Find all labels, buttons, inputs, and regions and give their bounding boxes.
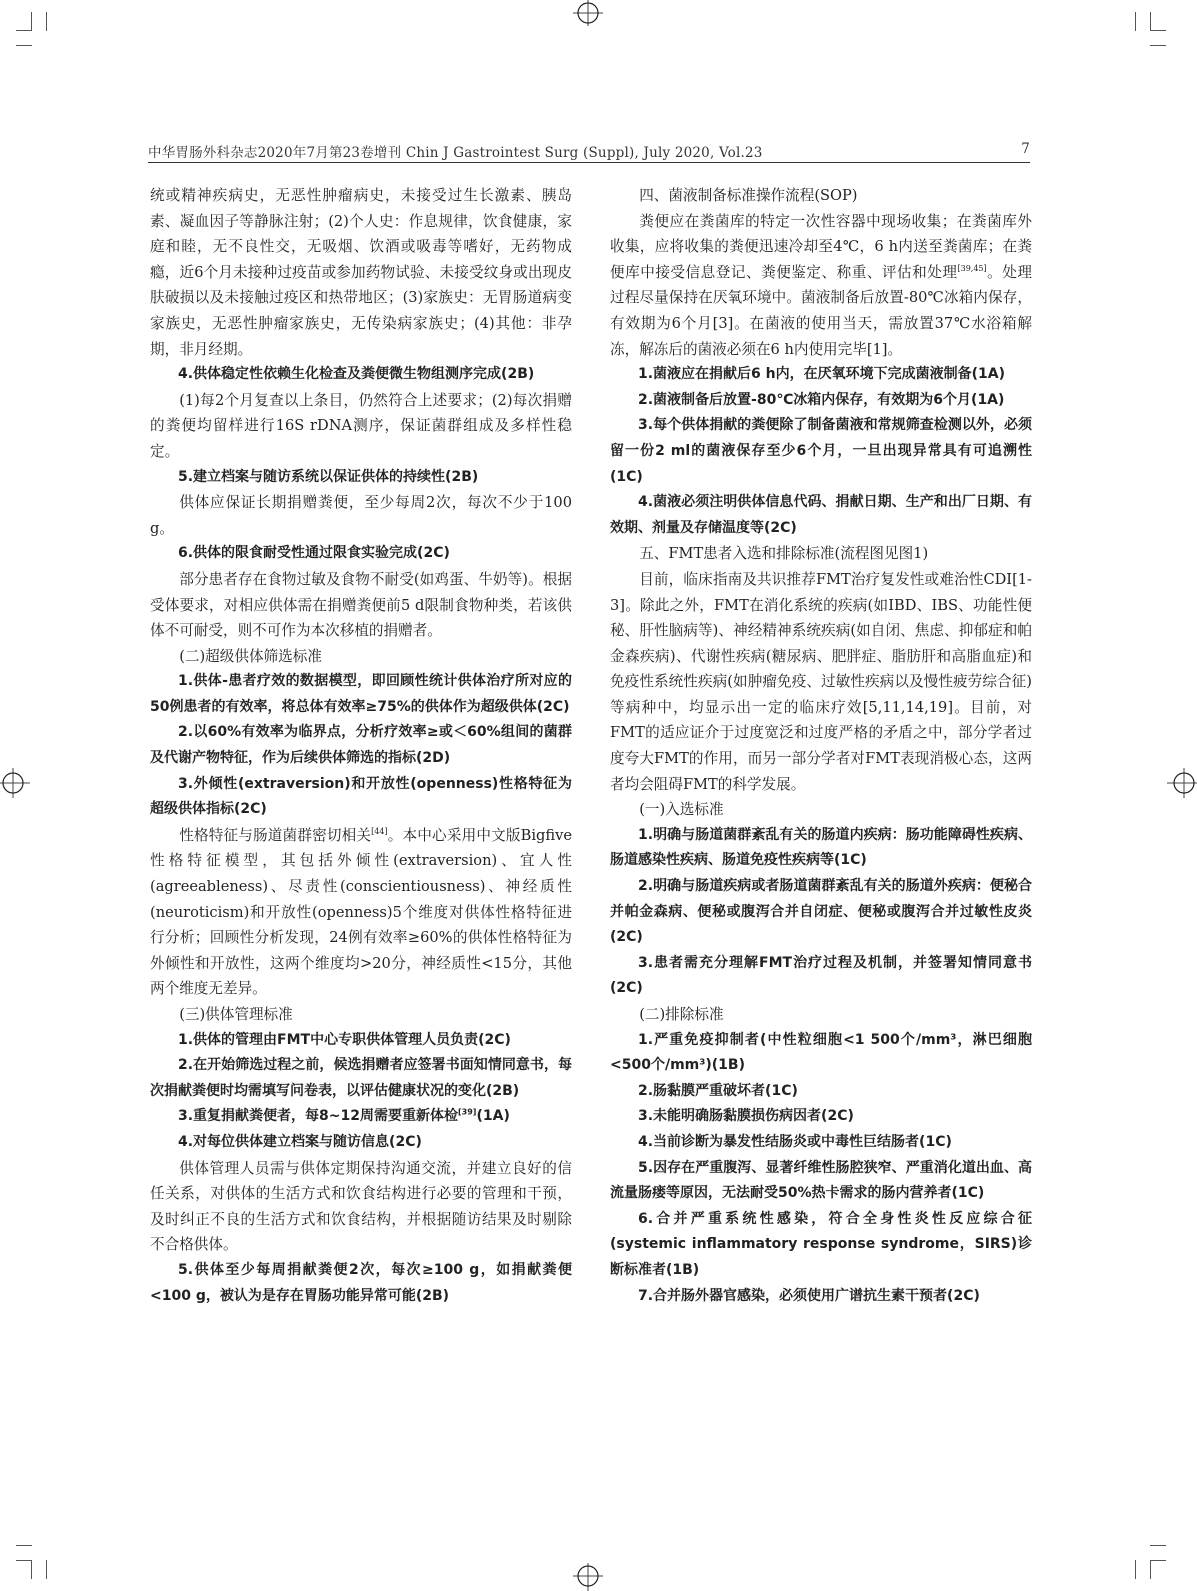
- paragraph-text: (三)供体管理标准: [179, 1006, 293, 1023]
- right-column: [610, 183, 1032, 1309]
- section-heading: [610, 1002, 1032, 1028]
- paragraph-text-tail: 。处理过程尽量保持在厌氧环境中。菌液制备后放置-80℃冰箱内保存，有效期为6个月[3]。在菌液的使用当天，需放置37℃水浴箱解冻，解冻后的菌液必须在6 h内使用完毕[1]。: [610, 263, 1032, 358]
- paragraph: [150, 1156, 572, 1258]
- journal-citation: 中华胃肠外科杂志2020年7月第23卷增刊 Chin J Gastrointest Surg (Suppl), July 2020, Vol.23: [148, 145, 763, 161]
- recommendation: [610, 1284, 1032, 1310]
- paragraph-text: (二)排除标准: [639, 1006, 724, 1023]
- paragraph-text: 2.肠黏膜严重破坏者(1C): [638, 1082, 798, 1099]
- recommendation: [610, 1079, 1032, 1105]
- paragraph-text: 6.合并严重系统性感染，符合全身性炎性反应综合征(systemic inflammatory response syndrome，SIRS)诊断标准者(1B): [610, 1210, 1032, 1278]
- paragraph: [150, 388, 572, 465]
- paragraph-text: 6.供体的限食耐受性通过限食实验完成(2C): [178, 545, 450, 562]
- paragraph-text: (1)每2个月复查以上条目，仍然符合上述要求；(2)每次捐赠的粪便均留样进行16S rDNA测序，保证菌群组成及多样性稳定。: [150, 391, 572, 460]
- registration-mark-bottom: [573, 1561, 603, 1591]
- paragraph-text: 7.合并肠外器官感染，必须使用广谱抗生素干预者(2C): [638, 1287, 980, 1304]
- paragraph-text: 5.因存在严重腹泻、显著纤维性肠腔狭窄、严重消化道出血、高流量肠瘘等原因，无法耐受50%热卡需求的肠内营养者(1C): [610, 1159, 1032, 1202]
- recommendation: [610, 1130, 1032, 1156]
- paragraph-text: 1.明确与肠道菌群紊乱有关的肠道内疾病：肠功能障碍性疾病、肠道感染性疾病、肠道免疫性疾病等(1C): [610, 826, 1032, 869]
- registration-mark-left: [0, 768, 30, 798]
- paragraph-text: 部分患者存在食物过敏及食物不耐受(如鸡蛋、牛奶等)。根据受体要求，对相应供体需在捐赠粪便前5 d限制食物种类，若该供体不可耐受，则不可作为本次移植的捐赠者。: [150, 570, 572, 640]
- citation-ref: [39,45]: [957, 263, 987, 273]
- citation-ref: [39]: [458, 1107, 477, 1117]
- paragraph-text: 4.对每位供体建立档案与随访信息(2C): [178, 1133, 422, 1150]
- recommendation: [610, 490, 1032, 541]
- paragraph-text: (二)超级供体筛选标准: [179, 647, 322, 665]
- recommendation: [150, 465, 572, 491]
- paragraph-text: 1.菌液应在捐献后6 h内，在厌氧环境下完成菌液制备(1A): [638, 366, 1006, 383]
- recommendation: [150, 720, 572, 771]
- paragraph-text: 统或精神疾病史，无恶性肿瘤病史，未接受过生长激素、胰岛素、凝血因子等静脉注射；(2)个人史：作息规律，饮食健康，家庭和睦，无不良性交，无吸烟、饮酒或吸毒等嗜好，无药物成瘾，近6个月未接种过疫苗或参加药物试验、未接受纹身或出现皮肤破损以及未接触过疫区和热带地区；(3)家族史：无胃肠道病变家族史，无恶性肿瘤家族史，无传染病家族史；(4)其他：非孕期，非月经期。: [150, 187, 572, 358]
- running-header: [148, 140, 1030, 163]
- recommendation: [610, 1156, 1032, 1207]
- paragraph-text: 四、菌液制备标准操作流程(SOP): [639, 187, 858, 204]
- recommendation: [610, 823, 1032, 874]
- recommendation: [610, 1104, 1032, 1130]
- paragraph-text-tail: (1A): [476, 1108, 510, 1125]
- paragraph-text: 供体应保证长期捐赠粪便，至少每周2次，每次不少于100 g。: [150, 494, 572, 537]
- recommendation: [610, 362, 1032, 388]
- recommendation: [150, 1104, 572, 1130]
- paragraph-text: 目前，临床指南及共识推荐FMT治疗复发性或难治性CDI[1-3]。除此之外，FMT在消化系统的疾病(如IBD、IBS、功能性便秘、肝性脑病等)、神经精神系统疾病(如自闭、焦虑、抑郁症和帕金森疾病)、代谢性疾病(糖尿病、肥胖症、脂肪肝和高脂血症)和免疫性系统性疾病(如肿瘤免疫、过敏性疾病以及慢性疲劳综合征)等病种中，均显示出一定的临床疗效[5,11,14,19]。目前，对FMT的适应证介于过度宽泛和过度严格的矛盾之中，部分学者过度夸大FMT的作用，而另一部分学者对FMT表现消极心态，这两者均会阻碍FMT的科学发展。: [610, 570, 1032, 793]
- recommendation: [150, 1053, 572, 1104]
- left-column: [150, 183, 572, 1309]
- paragraph-text: 1.供体-患者疗效的数据模型，即回顾性统计供体治疗所对应的50例患者的有效率，将总体有效率≥75%的供体作为超级供体(2C): [150, 673, 572, 715]
- recommendation: [610, 388, 1032, 414]
- section-heading: [610, 797, 1032, 823]
- paragraph-text: 1.严重免疫抑制者(中性粒细胞<1 500个/mm³，淋巴细胞<500个/mm³)(1B): [610, 1031, 1032, 1074]
- paragraph-text: 4.供体稳定性依赖生化检查及粪便微生物组测序完成(2B): [178, 366, 535, 383]
- section-heading: [610, 183, 1032, 209]
- paragraph-text: 4.当前诊断为暴发性结肠炎或中毒性巨结肠者(1C): [638, 1133, 952, 1150]
- paragraph-text: 3.患者需充分理解FMT治疗过程及机制，并签署知情同意书(2C): [610, 954, 1032, 997]
- paragraph-text: 2.以60%有效率为临界点，分析疗效率≥或＜60%组间的菌群及代谢产物特征，作为后续供体筛选的指标(2D): [150, 724, 572, 767]
- recommendation: [610, 951, 1032, 1002]
- paragraph-text: 2.菌液制备后放置-80℃冰箱内保存，有效期为6个月(1A): [638, 391, 1005, 408]
- citation-ref: [44]: [371, 826, 388, 836]
- paragraph-text: 1.供体的管理由FMT中心专职供体管理人员负责(2C): [178, 1031, 511, 1048]
- paragraph-text: 2.在开始筛选过程之前，候选捐赠者应签署书面知情同意书，每次捐献粪便时均需填写问卷表，以评估健康状况的变化(2B): [150, 1057, 572, 1099]
- paragraph-text: 粪便应在粪菌库的特定一次性容器中现场收集；在粪菌库外收集，应将收集的粪便迅速冷却至4℃，6 h内送至粪菌库；在粪便库中接受信息登记、粪便鉴定、称重、评估和处理: [610, 212, 1032, 281]
- paragraph: [610, 209, 1032, 363]
- paragraph-text: 3.每个供体捐献的粪便除了制备菌液和常规筛查检测以外，必须留一份2 ml的菌液保存至少6个月，一旦出现异常具有可追溯性(1C): [610, 417, 1032, 485]
- paragraph-text: 5.建立档案与随访系统以保证供体的持续性(2B): [178, 468, 479, 485]
- recommendation: [150, 1028, 572, 1054]
- paragraph-text: 供体管理人员需与供体定期保持沟通交流，并建立良好的信任关系，对供体的生活方式和饮食结构进行必要的管理和干预，及时纠正不良的生活方式和饮食结构，并根据随访结果及时剔除不合格供体。: [150, 1159, 572, 1254]
- paragraph: [150, 823, 572, 1002]
- paragraph-text: 2.明确与肠道疾病或者肠道菌群紊乱有关的肠道外疾病：便秘合并帕金森病、便秘或腹泻合并自闭症、便秘或腹泻合并过敏性皮炎(2C): [610, 878, 1032, 946]
- section-heading: [610, 541, 1032, 567]
- page-number: 7: [1021, 141, 1030, 157]
- paragraph-text: 5.供体至少每周捐献粪便2次，每次≥100 g，如捐献粪便<100 g，被认为是存在胃肠功能异常可能(2B): [150, 1261, 572, 1304]
- recommendation: [150, 669, 572, 720]
- recommendation: [610, 1028, 1032, 1079]
- paragraph-text: 4.菌液必须注明供体信息代码、捐献日期、生产和出厂日期、有效期、剂量及存储温度等(2C): [610, 494, 1032, 536]
- paragraph-text: 3.外倾性(extraversion)和开放性(openness)性格特征为超级供体指标(2C): [150, 775, 572, 818]
- paragraph-text: (一)入选标准: [639, 801, 724, 819]
- paragraph-text: 3.重复捐献粪便者，每8~12周需要重新体检: [178, 1108, 459, 1125]
- recommendation: [150, 541, 572, 567]
- section-heading: [150, 644, 572, 670]
- paragraph-text-tail: 。本中心采用中文版Bigfive性格特征模型，其包括外倾性(extraversion)、宜人性(agreeableness)、尽责性(conscientiousness)、神经质性(neuroticism)和开放性(openness)5个维度对供体性格特征进行分析；回顾性分析发现，24例有效率≥60%的供体性格特征为外倾性和开放性，这两个维度均>20分，神经质性<15分，其他两个维度无差异。: [150, 826, 572, 998]
- paragraph: [150, 183, 572, 362]
- paragraph: [610, 567, 1032, 797]
- recommendation: [150, 772, 572, 823]
- section-heading: [150, 1002, 572, 1028]
- paragraph: [150, 567, 572, 644]
- paragraph: [150, 490, 572, 541]
- registration-mark-top: [573, 0, 603, 30]
- recommendation: [150, 362, 572, 388]
- recommendation: [610, 874, 1032, 951]
- recommendation: [150, 1258, 572, 1309]
- recommendation: [610, 413, 1032, 490]
- paragraph-text: 性格特征与肠道菌群密切相关: [179, 826, 372, 844]
- registration-mark-right: [1167, 768, 1197, 798]
- paragraph-text: 3.未能明确肠黏膜损伤病因者(2C): [638, 1108, 854, 1125]
- paragraph-text: 五、FMT患者入选和排除标准(流程图见图1): [639, 545, 929, 563]
- recommendation: [150, 1130, 572, 1156]
- recommendation: [610, 1207, 1032, 1284]
